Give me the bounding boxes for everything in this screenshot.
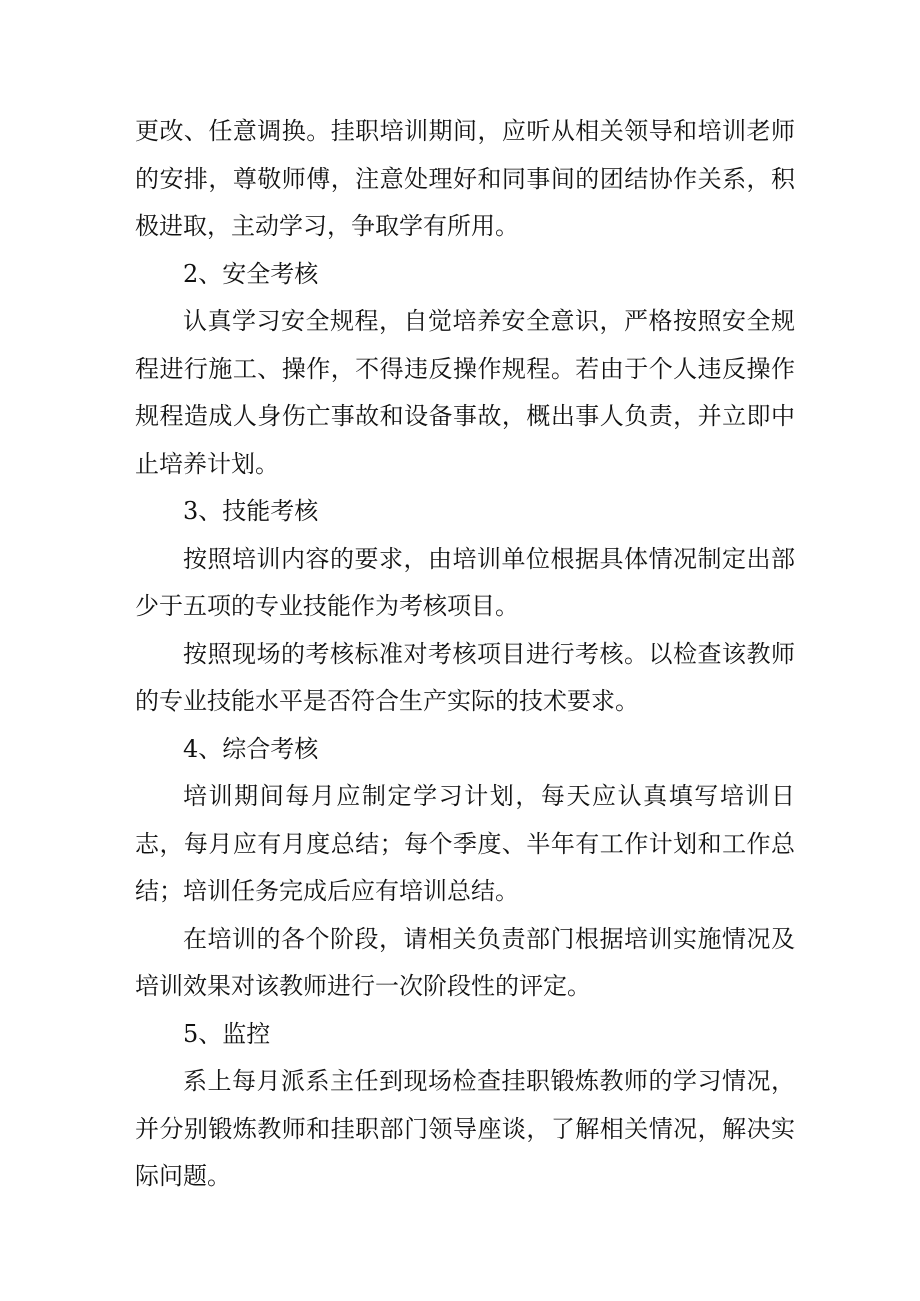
section-heading-skills: 3、技能考核 xyxy=(183,497,319,525)
section-heading-safety: 2、安全考核 xyxy=(183,259,319,288)
document-body xyxy=(135,108,795,1201)
paragraph-comprehensive-1: 培训期间每月应制定学习计划，每天应认真填写培训日志，每月应有月度总结；每个季度、半年有工作计划和工作总结；培训任务完成后应有培训总结。 xyxy=(135,782,795,905)
paragraph-safety: 认真学习安全规程，自觉培养安全意识，严格按照安全规程进行施工、操作，不得违反操作规程。若由于个人违反操作规程造成人身伤亡事故和设备事故，概出事人负责，并立即中止培养计划。 xyxy=(135,307,795,478)
paragraph-skills-1: 按照培训内容的要求，由培训单位根据具体情况制定出部少于五项的专业技能作为考核项目。 xyxy=(135,544,795,620)
paragraph-monitoring: 系上每月派系主任到现场检查挂职锻炼教师的学习情况，并分别锻炼教师和挂职部门领导座谈，了解相关情况，解决实际问题。 xyxy=(135,1067,795,1190)
section-heading-comprehensive: 4、综合考核 xyxy=(183,734,319,763)
paragraph-continued: 更改、任意调换。挂职培训期间，应听从相关领导和培训老师的安排，尊敬师傅，注意处理好和同事间的团结协作关系，积极进取，主动学习，争取学有所用。 xyxy=(135,117,795,240)
paragraph-comprehensive-2: 在培训的各个阶段，请相关负责部门根据培训实施情况及培训效果对该教师进行一次阶段性的评定。 xyxy=(135,924,795,1000)
paragraph-skills-2: 按照现场的考核标准对考核项目进行考核。以检查该教师的专业技能水平是否符合生产实际的技术要求。 xyxy=(135,639,795,715)
section-heading-monitoring: 5、监控 xyxy=(183,1019,271,1048)
